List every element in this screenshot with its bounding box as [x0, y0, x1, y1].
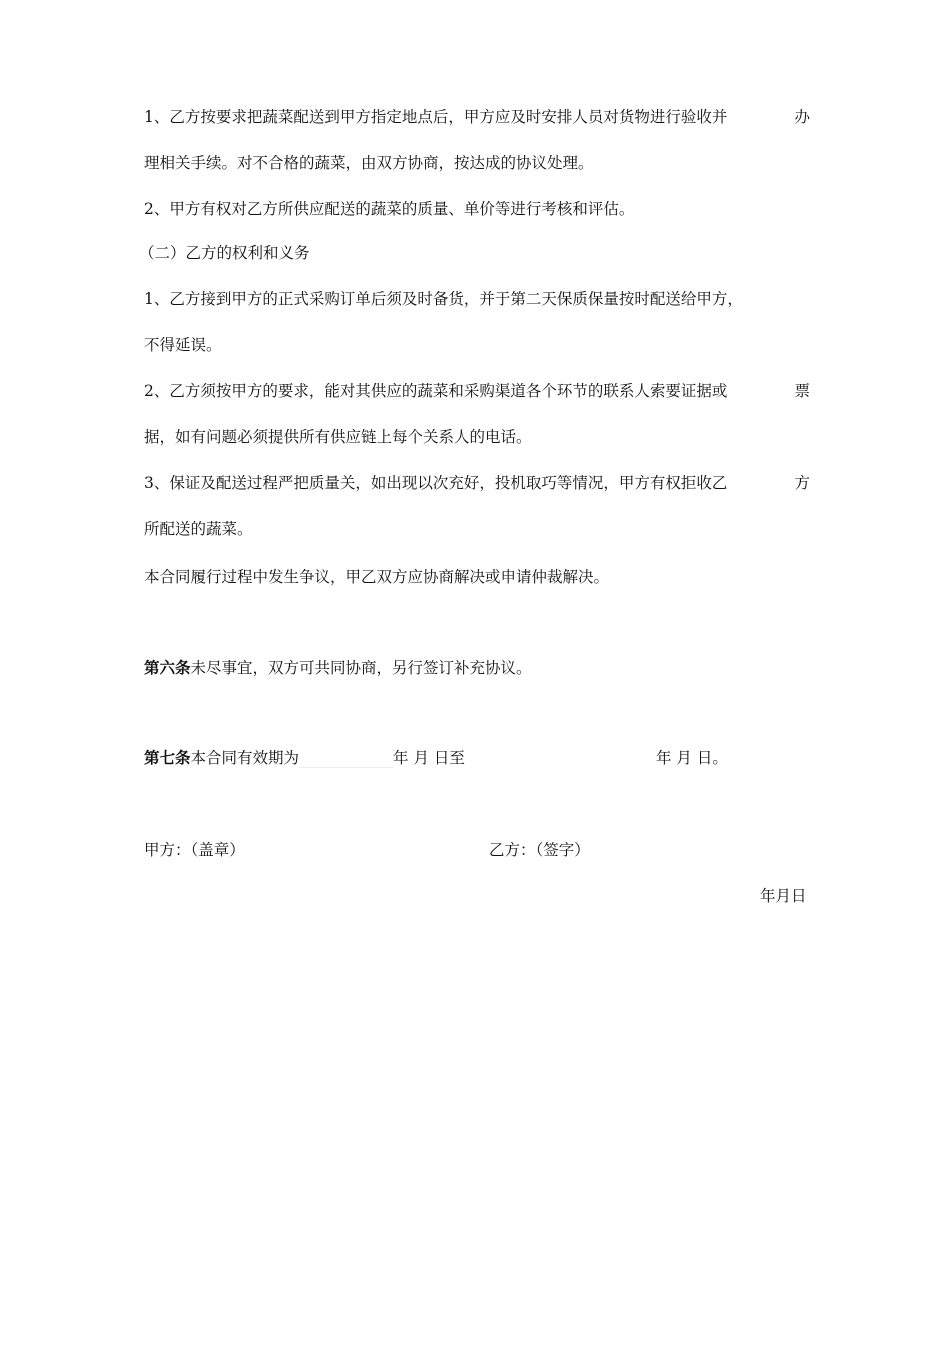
party-b-signature: 乙方：（签字）: [489, 841, 590, 859]
article-7-label: 第七条: [144, 749, 191, 767]
b-item3-line1: [144, 473, 810, 493]
article-6-text: 未尽事宜，双方可共同协商，另行签订补充协议。: [190, 659, 532, 677]
b-item3-line1-left: 3、保证及配送过程严把质量关，如出现以次充好，投机取巧等情况，甲方有权拒收乙: [144, 474, 728, 492]
b-item2-line1-left: 2、乙方须按甲方的要求，能对其供应的蔬菜和采购渠道各个环节的联系人索要证据或: [144, 382, 728, 400]
validity-blank-field: [299, 749, 393, 768]
b-item1-line1: 1、乙方接到甲方的正式采购订单后须及时备货，并于第二天保质保量按时配送给甲方，: [144, 290, 743, 308]
article-7: [144, 748, 465, 768]
article-6: [144, 658, 532, 678]
article-7-text: 本合同有效期为: [190, 749, 300, 767]
a-item1-line2: 理相关手续。对不合格的蔬菜，由双方协商，按达成的协议处理。: [144, 154, 594, 172]
signature-date: 年月日: [760, 887, 807, 905]
a-item2: 2、甲方有权对乙方所供应配送的蔬菜的质量、单价等进行考核和评估。: [144, 200, 635, 218]
a-item1-line1-right: 办: [794, 108, 810, 126]
article-7-start-date: 年 月 日至: [393, 749, 465, 767]
b-item2-line1: [144, 381, 810, 401]
article-7-end-date: 年 月 日。: [656, 749, 728, 767]
dispute-clause: 本合同履行过程中发生争议，甲乙双方应协商解决或申请仲裁解决。: [144, 568, 610, 586]
b-item2-line1-right: 票: [794, 382, 810, 400]
a-item1-line1-left: 1、乙方按要求把蔬菜配送到甲方指定地点后，甲方应及时安排人员对货物进行验收并: [144, 108, 728, 126]
article-6-label: 第六条: [144, 659, 191, 677]
section-heading-b: （二）乙方的权利和义务: [139, 244, 310, 262]
b-item3-line2: 所配送的蔬菜。: [144, 520, 253, 538]
a-item1-line1: [144, 107, 810, 127]
b-item2-line2: 据，如有问题必须提供所有供应链上每个关系人的电话。: [144, 428, 532, 446]
b-item1-line2: 不得延误。: [144, 336, 222, 354]
b-item3-line1-right: 方: [794, 474, 810, 492]
party-a-signature: 甲方：（盖章）: [144, 841, 245, 859]
